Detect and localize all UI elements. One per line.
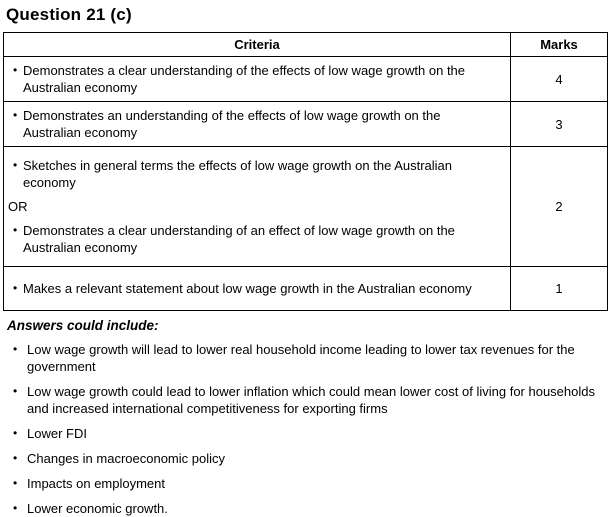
criteria-text: Demonstrates a clear understanding of the effects of low wage growth on the Australian economy: [23, 63, 466, 95]
answer-text: Changes in macroeconomic policy: [27, 451, 225, 466]
criteria-text: Demonstrates an understanding of the effects of low wage growth on the Australian economy: [23, 108, 441, 140]
answer-text: Lower economic growth.: [27, 501, 168, 516]
table-row-1-mark: [4, 267, 608, 311]
answer-item: [6, 475, 608, 492]
answer-item: [6, 425, 608, 442]
criteria-text: Makes a relevant statement about low wage growth in the Australian economy: [23, 281, 472, 296]
marks-value: 3: [511, 102, 608, 147]
marks-value: 2: [511, 147, 608, 267]
criteria-item: [8, 280, 504, 297]
answers-section: [3, 318, 608, 517]
marks-value: 4: [511, 57, 608, 102]
bullet-icon: •: [13, 158, 18, 172]
bullet-icon: •: [13, 281, 18, 295]
marks-column-header: Marks: [511, 33, 608, 57]
answer-text: Lower FDI: [27, 426, 87, 441]
criteria-text: Demonstrates a clear understanding of an effect of low wage growth on the Australian economy: [23, 223, 455, 255]
table-row-2-marks: [4, 147, 608, 267]
table-header-row: [4, 33, 608, 57]
bullet-icon: •: [13, 426, 18, 440]
question-title: Question 21 (c): [6, 5, 132, 24]
answer-text: Low wage growth will lead to lower real household income leading to lower tax revenues for the government: [27, 342, 575, 374]
bullet-icon: •: [13, 476, 18, 490]
criteria-or-separator: [8, 198, 504, 215]
criteria-item: [8, 107, 504, 141]
criteria-item: [8, 222, 504, 256]
bullet-icon: •: [13, 384, 18, 398]
table-row-4-marks: [4, 57, 608, 102]
criteria-cell: [4, 267, 511, 311]
answer-text: Low wage growth could lead to lower inflation which could mean lower cost of living for households and increased international competitiveness for exporting firms: [27, 384, 595, 416]
criteria-item: [8, 157, 504, 191]
answer-item: [6, 383, 608, 417]
marks-value: 1: [511, 267, 608, 311]
criteria-cell: [4, 102, 511, 147]
or-text: OR: [8, 199, 28, 214]
bullet-icon: •: [13, 63, 18, 77]
marking-criteria-table: [3, 32, 608, 311]
criteria-cell: [4, 147, 511, 267]
answer-item: [6, 500, 608, 517]
criteria-item: [8, 62, 504, 96]
answer-item: [6, 450, 608, 467]
bullet-icon: •: [13, 223, 18, 237]
answer-text: Impacts on employment: [27, 476, 166, 491]
bullet-icon: •: [13, 342, 18, 356]
criteria-cell: [4, 57, 511, 102]
answer-item: [6, 341, 608, 375]
criteria-text: Sketches in general terms the effects of low wage growth on the Australian economy: [23, 158, 452, 190]
criteria-column-header: Criteria: [4, 33, 511, 57]
answers-heading: Answers could include:: [7, 318, 159, 333]
bullet-icon: •: [13, 451, 18, 465]
bullet-icon: •: [13, 501, 18, 515]
table-row-3-marks: [4, 102, 608, 147]
bullet-icon: •: [13, 108, 18, 122]
